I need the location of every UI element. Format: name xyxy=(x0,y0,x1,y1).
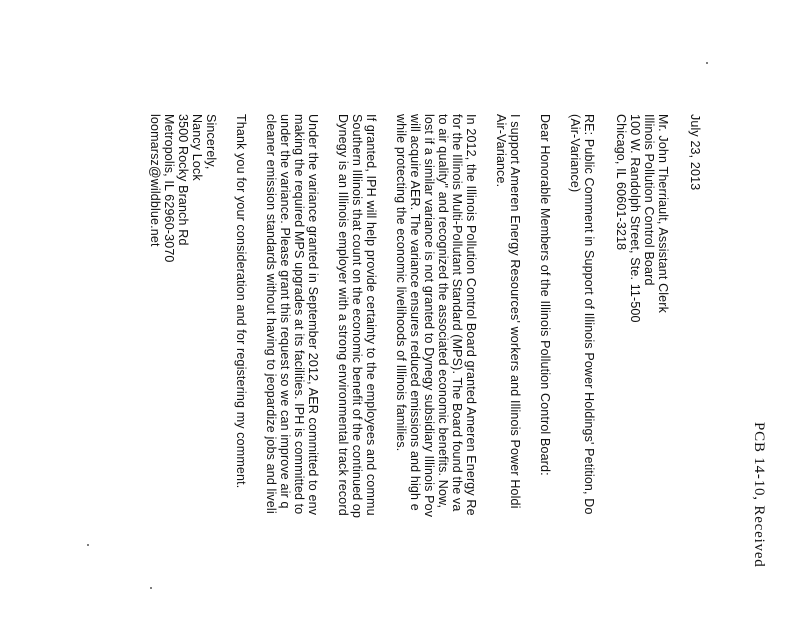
received-stamp: PCB 14-10, Received xyxy=(751,422,767,568)
paragraph-line: to air quality" and recognized the associated economic benefits. Now, xyxy=(436,114,450,509)
paragraph-line: cleaner emission standards without having to jeopardize jobs and liveli xyxy=(264,114,278,514)
paragraph-line: Southern Illinois that count on the economic benefit of the continued op xyxy=(350,114,364,519)
paragraph-line: will acquire AER. The variance ensures reduced emissions and high e xyxy=(408,114,422,511)
scan-speck xyxy=(150,587,152,589)
recipient-line: Chicago, IL 60601-3218 xyxy=(614,114,628,251)
paragraph-line: If granted, IPH will help provide certainty to the employees and commu xyxy=(364,114,378,516)
signature-line: 3500 Rocky Branch Rd xyxy=(176,114,190,246)
recipient-line: Mr. John Therriault, Assistant Clerk xyxy=(656,114,670,313)
subject-line: (Air-Variance) xyxy=(568,114,582,193)
paragraph-line: making the required MPS upgrades at its facilities. IPH is committed to xyxy=(292,114,306,515)
paragraph-line: while protecting the economic livelihoods of Illinois families. xyxy=(394,114,408,452)
signature-line: Metropolis, IL 62960-3070 xyxy=(162,114,176,263)
paragraph-line: for the Illinois Multi-Pollutant Standard (MPS). The Board found the va xyxy=(450,114,464,512)
salutation: Dear Honorable Members of the Illinois Pollution Control Board: xyxy=(538,114,552,476)
scan-speck xyxy=(706,62,708,64)
paragraph-line: I support Ameren Energy Resources' workers and Illinois Power Holdi xyxy=(508,114,522,509)
paragraph-line: Air-Variance. xyxy=(494,114,508,188)
signature-line: loomarsz@wildblue.net xyxy=(148,114,162,247)
subject-line: RE: Public Comment in Support of Illinois Power Holdings' Petition, Do xyxy=(582,114,596,515)
signature-line: Nancy Lock xyxy=(190,114,204,181)
recipient-line: Illinois Pollution Control Board xyxy=(642,114,656,286)
paragraph-line: lost if a similar variance is not granted to Dynegy subsidiary Illinois Pov xyxy=(422,114,436,518)
scan-speck xyxy=(87,544,89,546)
letter-date: July 23, 2013 xyxy=(688,114,702,191)
paragraph-line: Under the variance granted in September 2012, AER committed to env xyxy=(306,114,320,516)
signature-line: Sincerely, xyxy=(204,114,218,170)
paragraph-line: Dynegy is an Illinois employer with a strong environmental track record xyxy=(336,114,350,516)
paragraph-line: under the variance. Please grant this request so we can improve air q xyxy=(278,114,292,509)
paragraph-line: In 2012, the Illinois Pollution Control Board granted Ameren Energy Re xyxy=(464,114,478,516)
recipient-line: 100 W. Randolph Street, Ste. 11-500 xyxy=(628,114,642,323)
closing-line: Thank you for your consideration and for registering my comment. xyxy=(234,114,248,489)
